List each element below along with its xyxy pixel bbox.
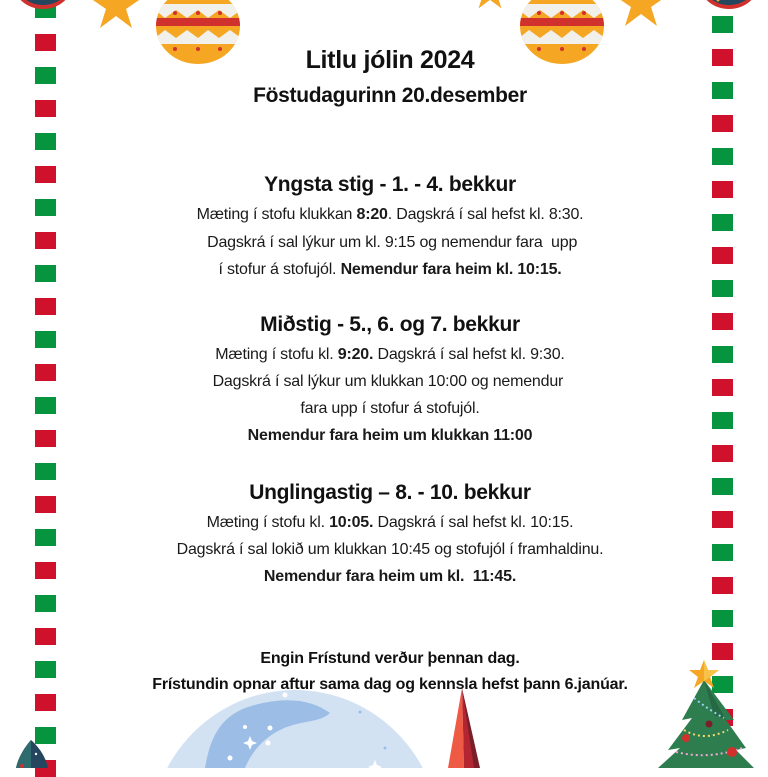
section-line: Mæting í stofu kl. 10:05. Dagskrá í sal hefst kl. 10:15. [206,514,574,531]
notice-line: Engin Frístund verður þennan dag. [260,650,520,667]
poster-date: Föstudagurinn 20.desember [253,84,527,107]
poster-title: Litlu jólin 2024 [305,46,475,74]
section-heading-unglingastig: Unglingastig – 8. - 10. bekkur [249,481,531,504]
section-line: í stofur á stofujól. Nemendur fara heim kl. 10:15. [218,261,562,278]
section-line: Mæting í stofu klukkan 8:20. Dagskrá í sal hefst kl. 8:30. [196,206,584,223]
section-line: Mæting í stofu kl. 9:20. Dagskrá í sal hefst kl. 9:30. [215,346,565,363]
section-line: Nemendur fara heim um klukkan 11:00 [247,427,533,444]
section-heading-yngsta-stig: Yngsta stig - 1. - 4. bekkur [264,173,516,196]
section-heading-midstig: Miðstig - 5., 6. og 7. bekkur [260,313,520,336]
section-line: Nemendur fara heim um kl. 11:45. [263,568,517,585]
section-line: fara upp í stofur á stofujól. [300,400,480,417]
section-line: Dagskrá í sal lýkur um kl. 9:15 og nemendur fara upp [202,234,578,251]
section-line: Dagskrá í sal lýkur um klukkan 10:00 og nemendur [212,373,568,390]
section-line: Dagskrá í sal lokið um klukkan 10:45 og stofujól í framhaldinu. [176,541,604,558]
notice-line: Frístundin opnar aftur sama dag og kennsla hefst þann 6.janúar. [152,676,628,693]
